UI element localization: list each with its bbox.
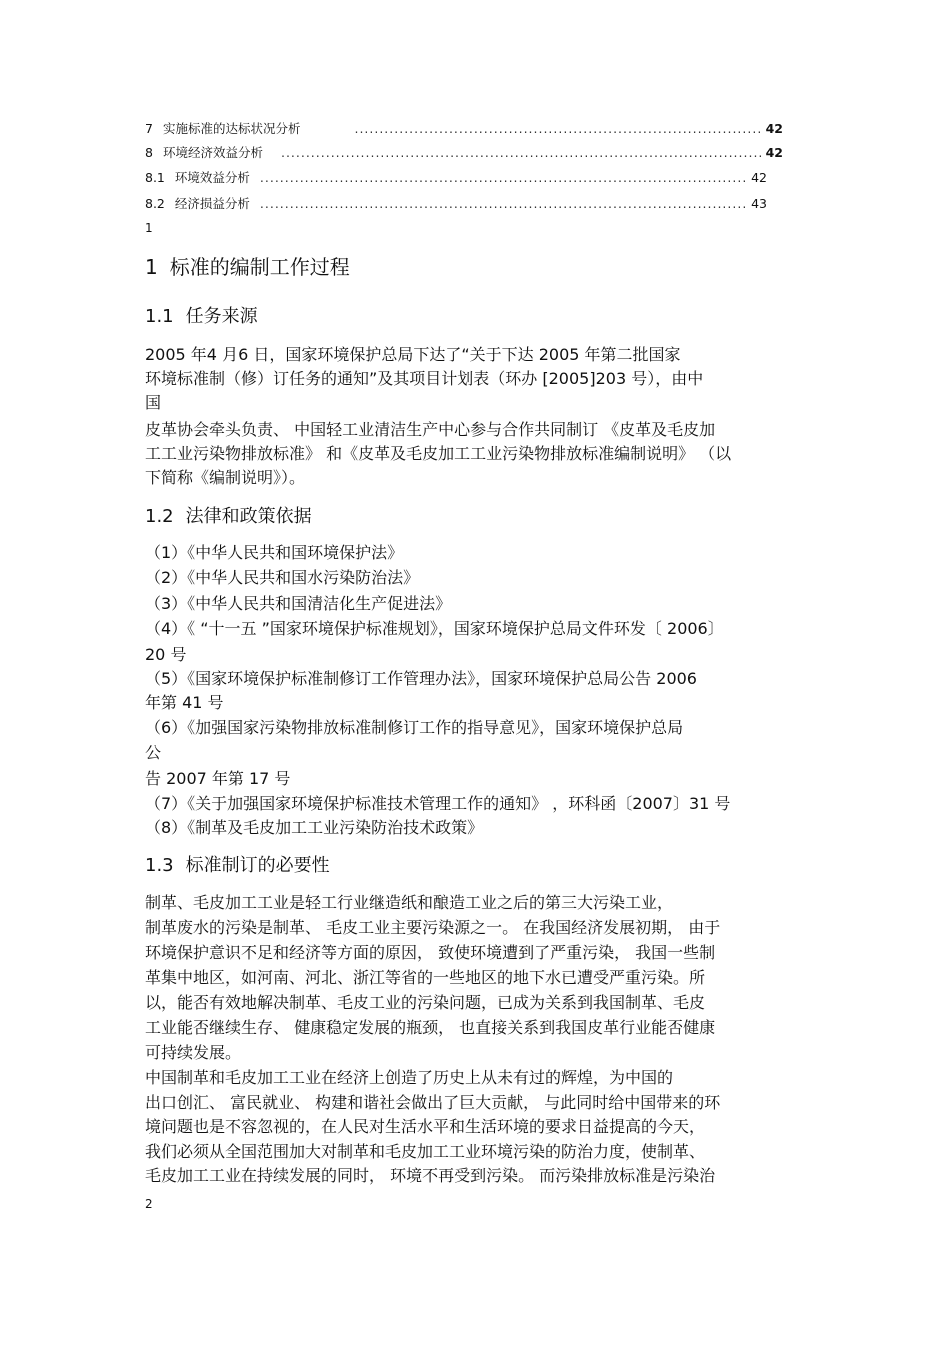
subsection-number: 1.1: [145, 306, 174, 327]
section-number: 1: [145, 255, 158, 279]
subsection-number: 1.3: [145, 855, 174, 876]
toc-leader: [260, 194, 747, 214]
toc-number: 8.1: [145, 170, 165, 185]
toc-page: 43: [751, 196, 767, 211]
paragraph-line: 革集中地区，如河南、河北、浙江等省的一些地区的地下水已遭受严重污染。所: [145, 968, 706, 987]
paragraph-line: 毛皮加工工业在持续发展的同时， 环境不再受到污染。 而污染排放标准是污染治: [145, 1166, 716, 1185]
list-item: 年第 41 号: [145, 693, 224, 712]
list-item: （2）《中华人民共和国水污染防治法》: [145, 568, 420, 587]
toc-title: 环境效益分析: [174, 170, 250, 185]
paragraph-line: 以，能否有效地解决制革、毛皮工业的污染问题，已成为关系到我国制革、毛皮: [145, 993, 706, 1012]
page-number: 1: [145, 221, 153, 235]
toc-page: 42: [751, 170, 767, 185]
paragraph-line: 环境保护意识不足和经济等方面的原因， 致使环境遭到了严重污染， 我国一些制: [145, 943, 716, 962]
toc-entry[interactable]: [145, 194, 767, 214]
toc-number: 7: [145, 121, 153, 136]
page-number: 2: [145, 1197, 153, 1211]
list-item: （4）《 “十一五 ”国家环境保护标准规划》，国家环境保护总局文件环发〔 2006〕: [145, 619, 724, 638]
toc-leader: [281, 143, 762, 163]
paragraph-line: 皮革协会牵头负责、 中国轻工业清洁生产中心参与合作共同制订 《皮革及毛皮加: [145, 420, 716, 439]
toc-title: 环境经济效益分析: [162, 145, 263, 160]
subsection-title: 任务来源: [185, 306, 258, 327]
subsection-title: 标准制订的必要性: [185, 855, 330, 876]
subsection-number: 1.2: [145, 506, 174, 527]
subsection-heading: [145, 304, 258, 330]
toc-title: 实施标准的达标状况分析: [162, 121, 301, 136]
section-title: 标准的编制工作过程: [169, 255, 350, 279]
paragraph-line: 制革、毛皮加工工业是轻工行业继造纸和酿造工业之后的第三大污染工业，: [145, 893, 674, 912]
toc-entry[interactable]: [145, 119, 783, 139]
paragraph-line: 我们必须从全国范围加大对制革和毛皮加工工业环境污染的防治力度，使制革、: [145, 1142, 706, 1161]
section-heading: [145, 253, 350, 281]
paragraph-line: 可持续发展。: [145, 1043, 242, 1062]
paragraph-line: 国: [145, 393, 162, 412]
paragraph-line: 制革废水的污染是制革、 毛皮工业主要污染源之一。 在我国经济发展初期， 由于: [145, 918, 721, 937]
toc-leader: [354, 119, 761, 139]
list-item: （3）《中华人民共和国清洁化生产促进法》: [145, 594, 452, 613]
list-item: （5）《国家环境保护标准制修订工作管理办法》，国家环境保护总局公告 2006: [145, 669, 697, 688]
list-item: （6）《加强国家污染物排放标准制修订工作的指导意见》，国家环境保护总局: [145, 718, 684, 737]
toc-title: 经济损益分析: [174, 196, 250, 211]
paragraph-line: 下简称《编制说明》）。: [145, 468, 306, 487]
paragraph-line: 中国制革和毛皮加工工业在经济上创造了历史上从未有过的辉煌，为中国的: [145, 1068, 674, 1087]
paragraph-line: 工业能否继续生存、 健康稳定发展的瓶颈， 也直接关系到我国皮革行业能否健康: [145, 1018, 716, 1037]
paragraph-line: 境问题也是不容忽视的，在人民对生活水平和生活环境的要求日益提高的今天，: [145, 1117, 706, 1136]
paragraph-line: 环境标准制（修）订任务的通知”及其项目计划表（环办 [2005]203 号），由中: [145, 369, 704, 388]
list-item: 20 号: [145, 645, 187, 664]
list-item: （8）《制革及毛皮加工工业污染防治技术政策》: [145, 818, 484, 837]
toc-page: 42: [765, 145, 783, 160]
toc-page: 42: [765, 121, 783, 136]
paragraph-line: 2005 年4 月6 日，国家环境保护总局下达了“关于下达 2005 年第二批国家: [145, 345, 681, 364]
toc-number: 8: [145, 145, 153, 160]
list-item: 告 2007 年第 17 号: [145, 769, 291, 788]
paragraph-line: 出口创汇、 富民就业、 构建和谐社会做出了巨大贡献， 与此同时给中国带来的环: [145, 1093, 721, 1112]
subsection-heading: [145, 853, 330, 879]
toc-entry[interactable]: [145, 143, 783, 163]
subsection-heading: [145, 504, 312, 530]
toc-entry[interactable]: [145, 168, 767, 188]
list-item: （1）《中华人民共和国环境保护法》: [145, 543, 404, 562]
paragraph-line: 工工业污染物排放标准》 和《皮革及毛皮加工工业污染物排放标准编制说明》 （以: [145, 444, 732, 463]
list-item: （7）《关于加强国家环境保护标准技术管理工作的通知》 ，环科函〔2007〕31 号: [145, 794, 731, 813]
list-item: 公: [145, 743, 162, 762]
toc-number: 8.2: [145, 196, 165, 211]
toc-leader: [260, 168, 747, 188]
subsection-title: 法律和政策依据: [185, 506, 312, 527]
